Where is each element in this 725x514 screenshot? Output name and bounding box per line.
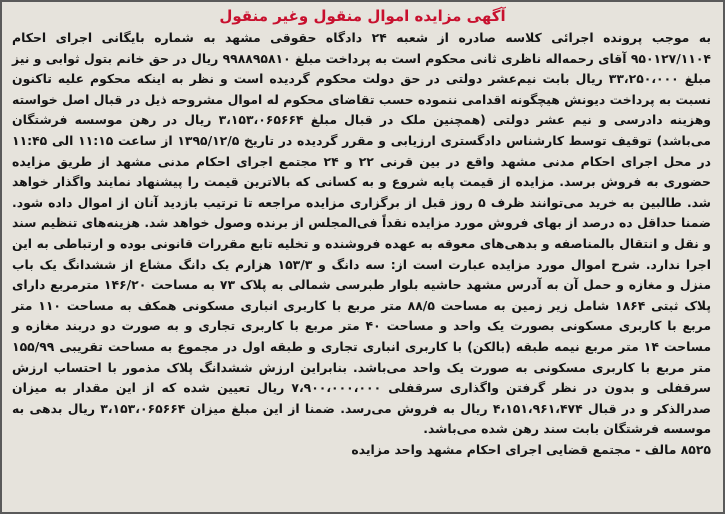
notice-paragraph: به موجب پرونده اجرائی کلاسه صادره از شعبه ۲۴ دادگاه حقوقی مشهد به شماره بایگانی اجرای احکام ۹۵۰۱۲۷/۱۱۰۴ آقای رحمه‌اله ناظری ثانی محکوم است به پرداخت مبلغ ۹۹۸۸۹۵۸۱۰ ریال در حق خانم بتول ثوابی و نیز مبلغ ۳۳،۲۵۰،۰۰۰ ریال بابت نیم‌عشر دولتی در حق دولت محکوم گردیده است و نظر به اینکه محکوم علیه تاکنون نسبت به پرداخت دیونش هیچگونه اقدامی ننموده حسب تقاضای محکوم له اموال مشروحه ذیل در قبال اصل خواسته وهزینه دادرسی و نیم عشر دولتی (همچنین ملک در قبال مبلغ ۳،۱۵۳،۰۶۵۶۶۴ ریال در رهن موسسه فرشتگان می‌باشد) توقیف توسط کارشناس دادگستری ارزیابی و مقرر گردیده در تاریخ ۱۳۹۵/۱۲/۵ از ساعت ۱۱:۱۵ الی ۱۱:۴۵ در محل اجرای احکام مدنی مشهد واقع در بین قرنی ۲۲ و ۲۴ مجتمع اجرای احکام مدنی مشهد از طریق مزایده حضوری به فروش برسد. مزایده از قیمت پایه شروع و به کسانی که بالاترین قیمت را پیشنهاد نمایند واگذار خواهد شد. طالبین به خرید می‌توانند ظرف ۵ روز قبل از برگزاری مزایده مراجعه تا ترتیب بازدید آنان از اموال داده شود. ضمنا حداقل ده درصد از بهای فروش مورد مزایده نقداً فی‌المجلس از برنده وصول خواهد شد. هزینه‌های تنظیم سند و نقل و انتقال بالمناصفه و بدهی‌های معوقه به عهده فروشنده و تخلیه تابع مقررات قانونی بوده و ارتباطی به این اجرا ندارد. شرح اموال مورد مزایده عبارت است از: سه دانگ و ۱۵۳/۳ هزارم یک دانگ مشاع از ششدانگ یک باب منزل و مغازه و حمل آن به آدرس مشهد حاشیه بلوار طبرسی شمالی به پلاک ۷۳ به مساحت ۱۴۶/۲۰ مترمربع دارای پلاک ثبتی ۱۸۶۴ شامل زیر زمین به مساحت ۸۸/۵ متر مربع با کاربری انباری مسکونی همکف به مساحت ۱۱۰ متر مربع با کاربری مسکونی بصورت یک واحد و مساحت ۴۰ متر مربع با کاربری تجاری و به صورت دو دربند مغازه و مساحت ۱۴ متر مربع نیمه طبقه (بالکن) با کاربری انباری تجاری و طبقه اول در مجموع به مساحت تقریبی ۱۵۵/۹۹ متر مربع با کاربری مسکونی به صورت یک واحد می‌باشد. بنابراین ارزش ششدانگ پلاک مذمور با احتساب ارزش سرقفلی و بدون در نظر گرفتن واگذاری سرقفلی ۷،۹۰۰،۰۰۰،۰۰۰ ریال تعیین شده که از این مقدار به میزان صدرالذکر و در قبال ۴،۱۵۱،۹۶۱،۴۷۴ ریال به فروش می‌رسد. ضمنا از این مبلغ میزان ۳،۱۵۳،۰۶۵۶۶۴ ریال بدهی به موسسه فرشتگان بابت سند رهن شده می‌باشد. (12, 30, 712, 437)
notice-title: آگهی مزایده اموال منقول وغیر منقول (219, 7, 506, 25)
notice-body (12, 28, 711, 508)
notice-footer: ۸۵۲۵ مالف - مجتمع قضایی اجرای احکام مشهد واحد مزایده (351, 441, 711, 457)
